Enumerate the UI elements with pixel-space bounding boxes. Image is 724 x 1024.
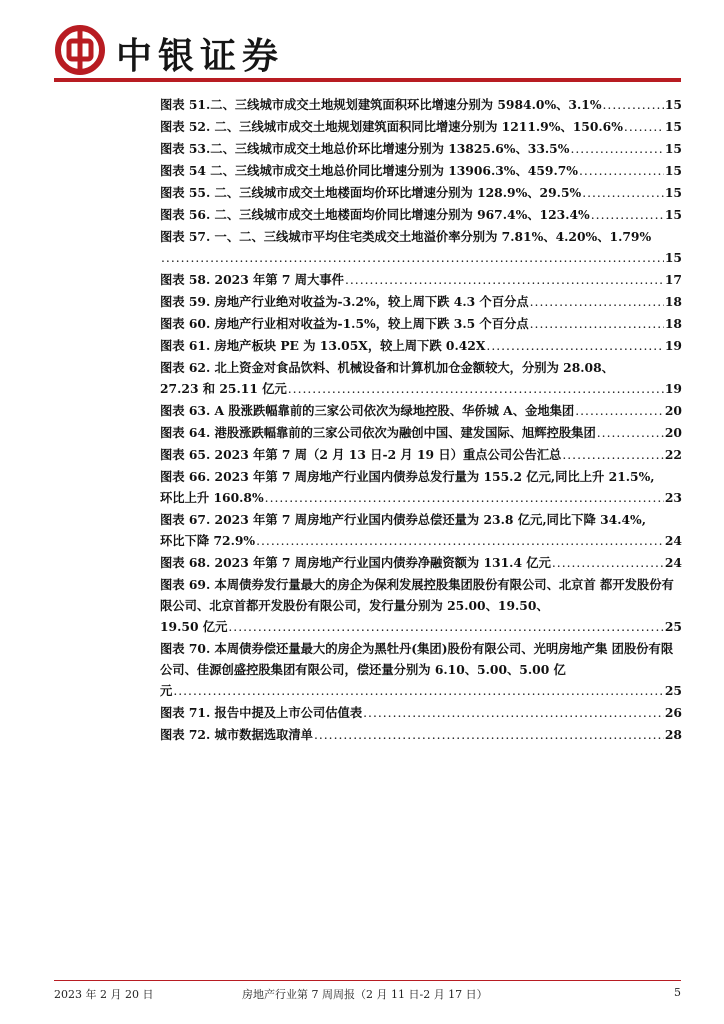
dot-leader bbox=[579, 161, 664, 182]
toc-entry[interactable] bbox=[160, 160, 682, 182]
toc-page-number: 23 bbox=[664, 490, 682, 505]
dot-leader bbox=[345, 270, 664, 291]
dot-leader bbox=[161, 248, 664, 269]
header-rule bbox=[54, 78, 681, 82]
toc-entry-title: 图表 58. 2023 年第 7 周大事件 bbox=[160, 272, 344, 287]
toc-entry-title: 图表 65. 2023 年第 7 周（2 月 13 日-2 月 19 日）重点公司公告汇总 bbox=[160, 447, 562, 462]
dot-leader bbox=[288, 379, 664, 400]
toc-entry[interactable] bbox=[160, 702, 682, 724]
toc-entry-title: 图表 71. 报告中提及上市公司估值表 bbox=[160, 705, 363, 720]
toc-entry-title: 图表 60. 房地产行业相对收益为-1.5%，较上周下跌 3.5 个百分点 bbox=[160, 316, 529, 331]
toc-page-number: 18 bbox=[664, 316, 682, 331]
toc-entry[interactable] bbox=[160, 638, 682, 702]
toc-entry[interactable] bbox=[160, 94, 682, 116]
toc-page-number: 20 bbox=[664, 425, 682, 440]
toc-entry[interactable] bbox=[160, 335, 682, 357]
page-number: 5 bbox=[674, 986, 681, 999]
toc-page-number: 20 bbox=[664, 403, 682, 418]
toc-entry-title: 图表 68. 2023 年第 7 周房地产行业国内债券净融资额为 131.4 亿元 bbox=[160, 555, 551, 570]
toc-entry-title: 图表 64. 港股涨跌幅靠前的三家公司依次为融创中国、建发国际、旭辉控股集团 bbox=[160, 425, 596, 440]
dot-leader bbox=[562, 445, 664, 466]
toc-entry-title: 图表 51.二、三线城市成交土地规划建筑面积环比增速分别为 5984.0%、3.1% bbox=[160, 97, 602, 112]
toc-entry[interactable] bbox=[160, 204, 682, 226]
toc-entry-title: 图表 70. 本周债券偿还量最大的房企为黑牡丹(集团)股份有限公司、光明房地产集 团股份有限公司、佳源创盛控股集团有限公司，偿还量分别为 6.10、5.00、5.00 亿 bbox=[160, 641, 674, 677]
toc-page-number: 15 bbox=[664, 97, 682, 112]
toc-entry-title: 27.23 和 25.11 亿元 bbox=[160, 381, 287, 396]
dot-leader bbox=[486, 336, 663, 357]
table-of-figures bbox=[160, 94, 682, 746]
toc-entry-title: 图表 53.二、三线城市成交土地总价环比增速分别为 13825.6%、33.5% bbox=[160, 141, 570, 156]
toc-entry-title: 图表 69. 本周债券发行量最大的房企为保利发展控股集团股份有限公司、北京首 都开发股份有限公司、北京首都开发股份有限公司，发行量分别为 25.00、19.50、 bbox=[160, 577, 674, 613]
toc-entry-title: 图表 56. 二、三线城市成交土地楼面均价同比增速分别为 967.4%、123.4% bbox=[160, 207, 590, 222]
toc-entry-title: 元 bbox=[160, 683, 173, 698]
toc-entry-title: 图表 72. 城市数据选取清单 bbox=[160, 727, 313, 742]
toc-page-number: 18 bbox=[664, 294, 682, 309]
toc-page-number: 28 bbox=[664, 727, 682, 742]
dot-leader bbox=[173, 681, 664, 702]
dot-leader bbox=[624, 117, 664, 138]
toc-entry-title: 19.50 亿元 bbox=[160, 619, 228, 634]
toc-entry-title: 图表 57. 一、二、三线城市平均住宅类成交土地溢价率分别为 7.81%、4.20%、1.79% bbox=[160, 229, 652, 244]
toc-entry[interactable] bbox=[160, 574, 682, 638]
brand-name: 中银证券 bbox=[116, 36, 285, 77]
toc-entry[interactable] bbox=[160, 466, 682, 509]
dot-leader bbox=[363, 703, 664, 724]
toc-entry[interactable] bbox=[160, 357, 682, 400]
toc-page-number: 15 bbox=[664, 207, 682, 222]
dot-leader bbox=[597, 423, 664, 444]
dot-leader bbox=[570, 139, 663, 160]
toc-page-number: 24 bbox=[664, 533, 682, 548]
dot-leader bbox=[256, 531, 664, 552]
report-title: 房地产行业第 7 周周报（2 月 11 日-2 月 17 日） bbox=[242, 988, 488, 1001]
toc-page-number: 15 bbox=[664, 185, 682, 200]
toc-page-number: 19 bbox=[664, 381, 682, 396]
dot-leader bbox=[591, 205, 664, 226]
toc-entry-title: 环比下降 72.9% bbox=[160, 533, 256, 548]
toc-page-number: 22 bbox=[664, 447, 682, 462]
toc-entry[interactable] bbox=[160, 552, 682, 574]
dot-leader bbox=[552, 553, 664, 574]
toc-entry-title: 图表 61. 房地产板块 PE 为 13.05X，较上周下跌 0.42X bbox=[160, 338, 486, 353]
toc-entry-title: 图表 54 二、三线城市成交土地总价同比增速分别为 13906.3%、459.7% bbox=[160, 163, 578, 178]
toc-entry-title: 图表 55. 二、三线城市成交土地楼面均价环比增速分别为 128.9%、29.5% bbox=[160, 185, 582, 200]
dot-leader bbox=[603, 95, 664, 116]
toc-entry[interactable] bbox=[160, 313, 682, 335]
toc-page-number: 15 bbox=[664, 119, 682, 134]
toc-entry-title: 图表 66. 2023 年第 7 周房地产行业国内债券总发行量为 155.2 亿元,同比上升 21.5%, bbox=[160, 469, 655, 484]
toc-entry[interactable] bbox=[160, 509, 682, 552]
toc-entry[interactable] bbox=[160, 444, 682, 466]
dot-leader bbox=[265, 488, 664, 509]
toc-entry[interactable] bbox=[160, 269, 682, 291]
toc-page-number: 15 bbox=[664, 250, 682, 265]
toc-entry-title: 图表 52. 二、三线城市成交土地规划建筑面积同比增速分别为 1211.9%、150.6% bbox=[160, 119, 623, 134]
toc-entry[interactable] bbox=[160, 182, 682, 204]
toc-page-number: 24 bbox=[664, 555, 682, 570]
toc-entry-title: 图表 62. 北上资金对食品饮料、机械设备和计算机加仓金额较大，分别为 28.08、 bbox=[160, 360, 614, 375]
report-date: 2023 年 2 月 20 日 bbox=[54, 988, 154, 1001]
toc-entry[interactable] bbox=[160, 422, 682, 444]
toc-page-number: 15 bbox=[664, 141, 682, 156]
bank-of-china-logo-icon bbox=[54, 24, 106, 76]
toc-entry-title: 环比上升 160.8% bbox=[160, 490, 264, 505]
dot-leader bbox=[530, 292, 664, 313]
toc-entry-title: 图表 63. A 股涨跌幅靠前的三家公司依次为绿地控股、华侨城 A、金地集团 bbox=[160, 403, 575, 418]
toc-entry[interactable] bbox=[160, 400, 682, 422]
toc-entry[interactable] bbox=[160, 226, 682, 269]
toc-entry-title: 图表 59. 房地产行业绝对收益为-3.2%，较上周下跌 4.3 个百分点 bbox=[160, 294, 529, 309]
toc-entry[interactable] bbox=[160, 724, 682, 746]
dot-leader bbox=[530, 314, 664, 335]
toc-page-number: 26 bbox=[664, 705, 682, 720]
toc-entry[interactable] bbox=[160, 291, 682, 313]
toc-page-number: 19 bbox=[664, 338, 682, 353]
toc-entry[interactable] bbox=[160, 138, 682, 160]
toc-entry[interactable] bbox=[160, 116, 682, 138]
footer-rule bbox=[54, 980, 681, 981]
toc-page-number: 17 bbox=[664, 272, 682, 287]
dot-leader bbox=[228, 617, 663, 638]
dot-leader bbox=[582, 183, 664, 204]
toc-page-number: 15 bbox=[664, 163, 682, 178]
toc-entry-title: 图表 67. 2023 年第 7 周房地产行业国内债券总偿还量为 23.8 亿元,同比下降 34.4%, bbox=[160, 512, 646, 527]
dot-leader bbox=[575, 401, 664, 422]
dot-leader bbox=[314, 725, 664, 746]
toc-page-number: 25 bbox=[664, 619, 682, 634]
toc-page-number: 25 bbox=[664, 683, 682, 698]
